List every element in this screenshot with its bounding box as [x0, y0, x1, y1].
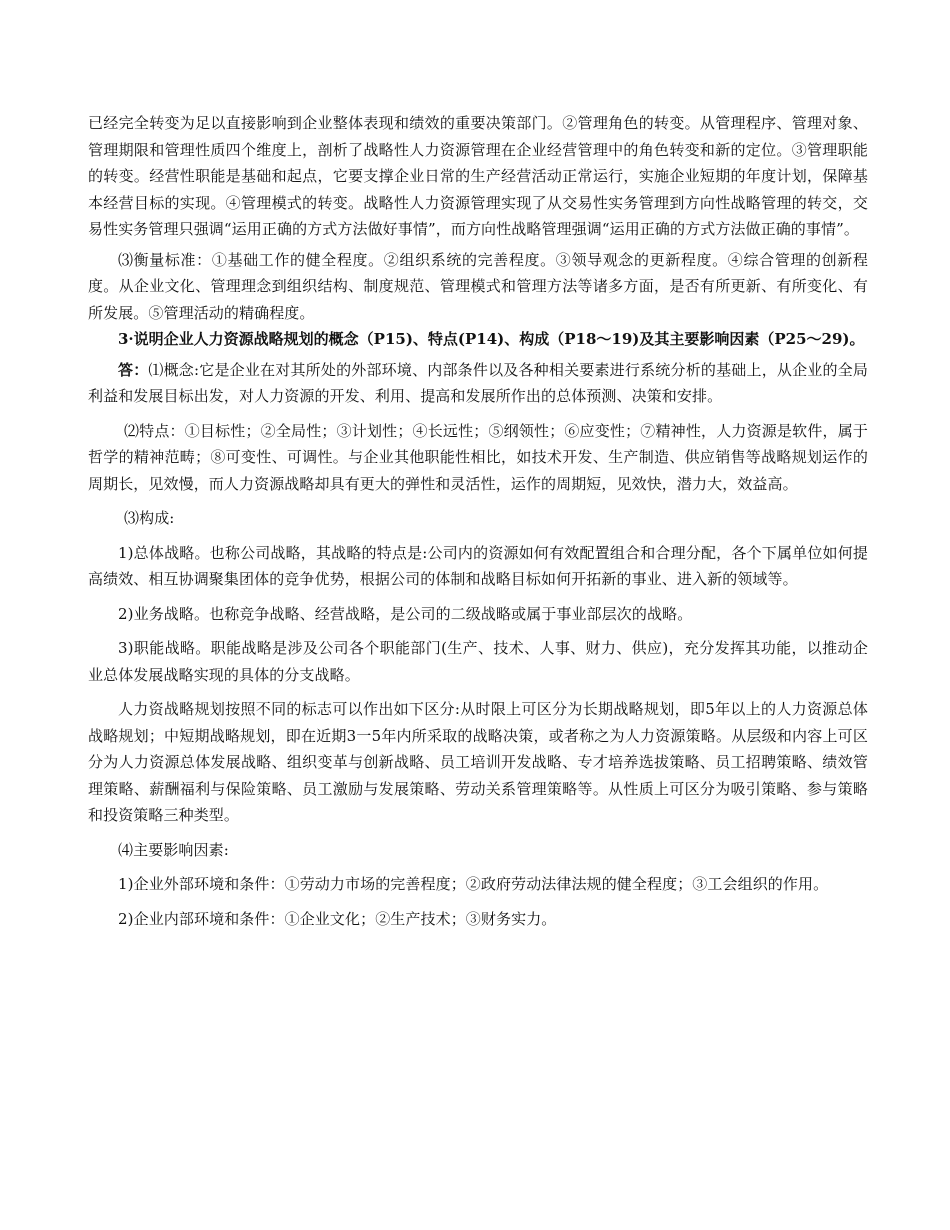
factor-external-environment: 1)企业外部环境和条件：①劳动力市场的完善程度；②政府劳动法律法规的健全程度；③工会组织的作用。 — [118, 875, 829, 893]
paragraph-factors-heading: ⑷主要影响因素: — [118, 840, 229, 859]
factor-internal-environment: 2)企业内部环境和条件：①企业文化；②生产技术；③财务实力。 — [118, 909, 557, 928]
composition-item-overall-strategy: 1)总体战略。也称公司战略，其战略的特点是:公司内的资源如何有效配置组合和合理分配，各个下属单位如何提高绩效、相互协调聚集团体的竞争优势，根据公司的体制和战略目标如何开拓新的事业、进入新的领域等。 — [88, 543, 868, 588]
composition-item-functional-strategy: 3)职能战略。职能战略是涉及公司各个职能部门(生产、技术、人事、财力、供应)，充分发挥其功能，以推动企业总体发展战略实现的具体的分支战略。 — [88, 639, 868, 684]
answer-concept-text: ⑴概念:它是企业在对其所处的外部环境、内部条件以及各种相关要素进行系统分析的基础上，从企业的全局利益和发展目标出发，对人力资源的开发、利用、提高和发展所作出的总体预测、决策和安排。 — [88, 360, 869, 405]
paragraph-strategy-classification: 人力资战略规划按照不同的标志可以作出如下区分:从时限上可区分为长期战略规划，即5年以上的人力资源总体战略规划；中短期战略规划，即在近期3一5年内所采取的战略决策，或者称之为人力资源策略。从层级和内容上可区分为人力资源总体发展战略、组织变革与创新战略、员工培训开发战略、专才培养选拔策略、员工招聘策略、绩效管理策略、薪酬福利与保险策略、员工激励与发展策略、劳动关系管理策略等。从性质上可区分为吸引策略、参与策略和投资策略三种类型。 — [88, 700, 868, 824]
paragraph-composition-heading: ⑶构成: — [124, 509, 175, 527]
answer-label: 答： — [118, 360, 149, 379]
composition-item-business-strategy: 2)业务战略。也称竞争战略、经营战略，是公司的二级战略或属于事业部层次的战略。 — [118, 604, 693, 623]
paragraph-features: ⑵特点：①目标性；②全局性；③计划性；④长远性；⑤纲领性；⑥应变性；⑦精神性，人力资源是软件，属于哲学的精神范畴；⑧可变性、可调性。与企业其他职能性相比，如技术开发、生产制造、供应销售等战略规划运作的周期长，见效慢，而人力资源战略却具有更大的弹性和灵活性，运作的周期短，见效快，潜力大，效益高。 — [88, 421, 868, 493]
paragraph-evaluation-standards: ⑶衡量标准：①基础工作的健全程度。②组织系统的完善程度。③领导观念的更新程度。④综合管理的创新程度。从企业文化、管理理念到组织结构、制度规范、管理模式和管理方法等诸多方面，是否有所更新、有所变化、有所发展。⑤管理活动的精确程度。 — [88, 250, 868, 322]
document-page — [88, 110, 868, 932]
answer-concept — [88, 357, 868, 410]
paragraph-role-transition: 已经完全转变为足以直接影响到企业整体表现和绩效的重要决策部门。②管理角色的转变。从管理程序、管理对象、管理期限和管理性质四个维度上，剖析了战略性人力资源管理在企业经营管理中的角色转变和新的定位。③管理职能的转变。经营性职能是基础和起点，它要支撑企业日常的生产经营活动正常运行，实施企业短期的年度计划，保障基本经营目标的实现。④管理模式的转变。战略性人力资源管理实现了从交易性实务管理到方向性战略管理的转交，交易性实务管理只强调“运用正确的方式方法做好事情”，而方向性战略管理强调“运用正确的方式方法做正确的事情”。 — [88, 114, 868, 238]
question-3-heading: 3·说明企业人力资源战略规划的概念（P15)、特点(P14)、构成（P18～19)及其主要影响因素（P25～29)。 — [118, 330, 865, 348]
